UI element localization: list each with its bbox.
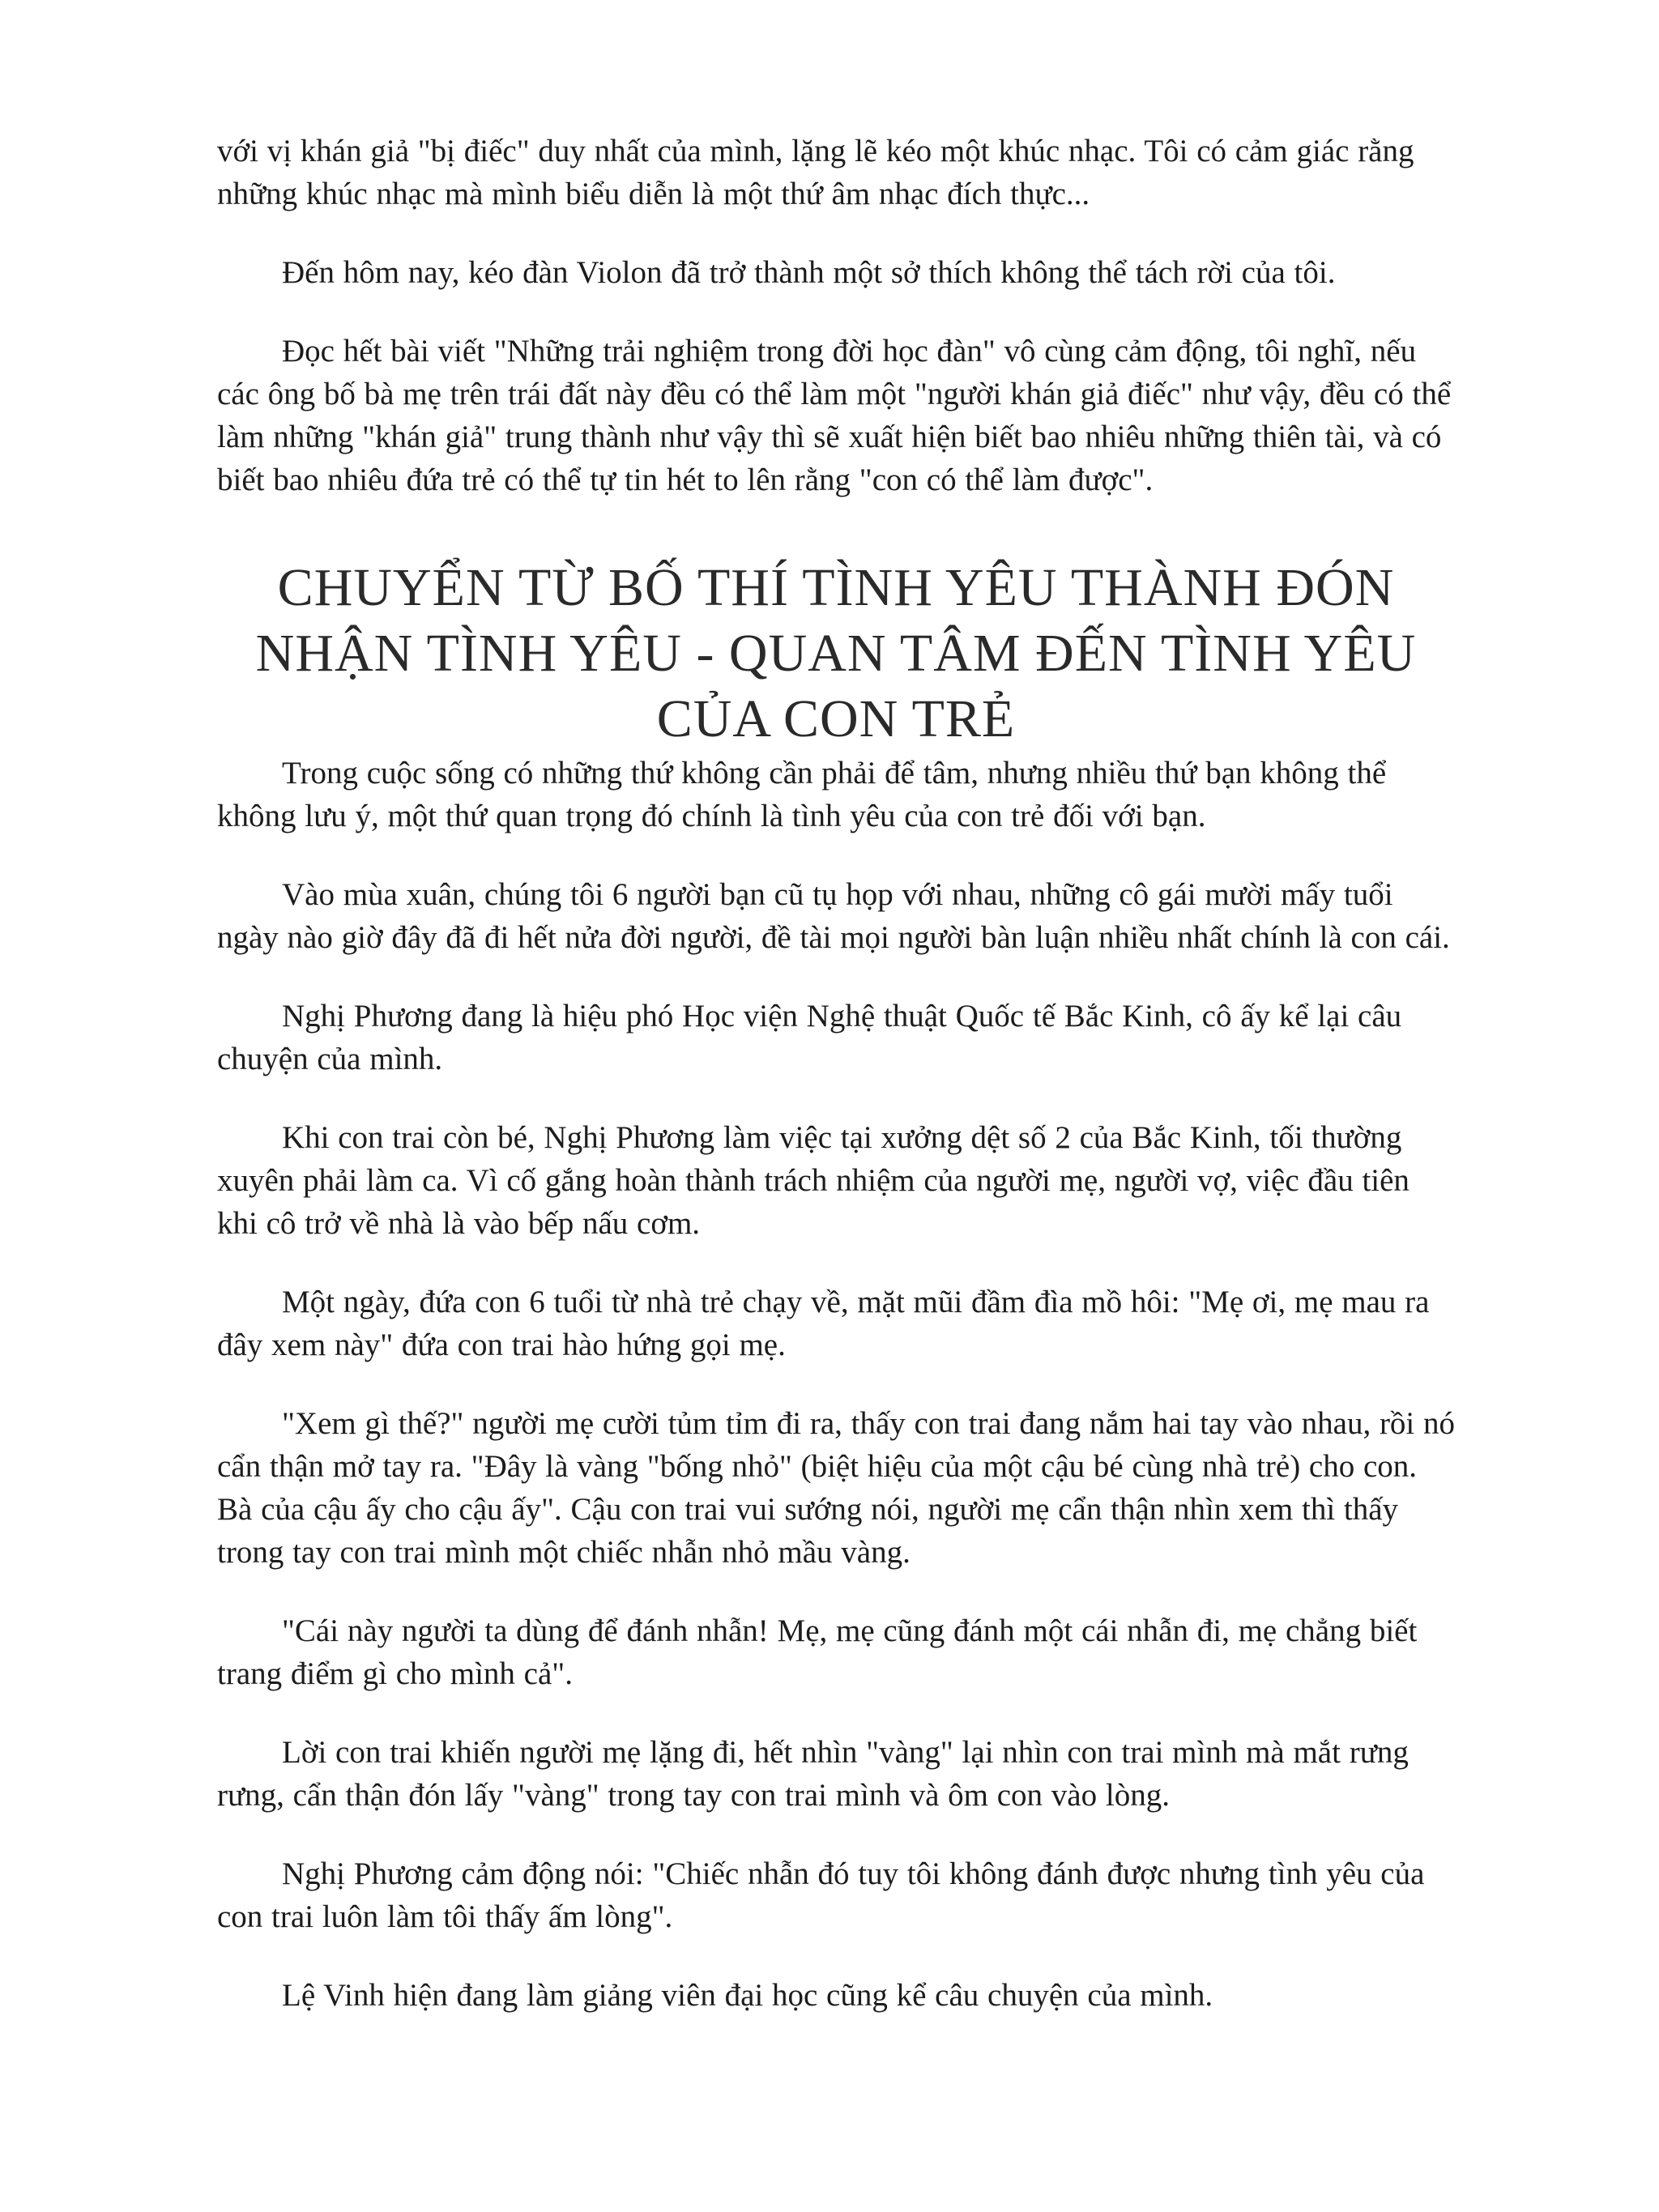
body-paragraph: Trong cuộc sống có những thứ không cần phải để tâm, nhưng nhiều thứ bạn không thể không lưu ý, một thứ quan trọng đó chính là tình yêu của con trẻ đối với bạn. (217, 756, 1387, 833)
body-paragraph: Nghị Phương cảm động nói: "Chiếc nhẫn đó tuy tôi không đánh được nhưng tình yêu của con trai luôn làm tôi thấy ấm lòng". (217, 1856, 1425, 1934)
body-paragraph: Khi con trai còn bé, Nghị Phương làm việc tại xưởng dệt số 2 của Bắc Kinh, tối thường xuyên phải làm ca. Vì cố gắng hoàn thành trách nhiệm của người mẹ, người vợ, việc đầu tiên khi cô trở về nhà là vào bếp nấu cơm. (217, 1120, 1410, 1241)
section-heading: CHUYỂN TỪ BỐ THÍ TÌNH YÊU THÀNH ĐÓN NHẬN TÌNH YÊU - QUAN TÂM ĐẾN TÌNH YÊU CỦA CON TRẺ (255, 558, 1417, 748)
intro-paragraph: với vị khán giả "bị điếc" duy nhất của mình, lặng lẽ kéo một khúc nhạc. Tôi có cảm giác rằng những khúc nhạc mà mình biểu diễn là một thứ âm nhạc đích thực... (217, 134, 1414, 211)
intro-paragraph: Đọc hết bài viết "Những trải nghiệm trong đời học đàn" vô cùng cảm động, tôi nghĩ, nếu các ông bố bà mẹ trên trái đất này đều có thể làm một "người khán giả điếc" như vậy, đều có thể làm những "khán giả" trung thành như vậy thì sẽ xuất hiện biết bao nhiêu những thiên tài, và có biết bao nhiêu đứa trẻ có thể tự tin hét to lên rằng "con có thể làm được". (217, 334, 1452, 497)
body-paragraph: Lời con trai khiến người mẹ lặng đi, hết nhìn "vàng" lại nhìn con trai mình mà mắt rưng rưng, cẩn thận đón lấy "vàng" trong tay con trai mình và ôm con vào lòng. (217, 1735, 1409, 1813)
body-paragraph: Vào mùa xuân, chúng tôi 6 người bạn cũ tụ họp với nhau, những cô gái mười mấy tuổi ngày nào giờ đây đã đi hết nửa đời người, đề tài mọi người bàn luận nhiều nhất chính là con cái. (217, 877, 1450, 955)
intro-paragraph: Đến hôm nay, kéo đàn Violon đã trở thành một sở thích không thể tách rời của tôi. (282, 255, 1336, 290)
body-paragraph: Một ngày, đứa con 6 tuổi từ nhà trẻ chạy về, mặt mũi đầm đìa mồ hôi: "Mẹ ơi, mẹ mau ra đây xem này" đứa con trai hào hứng gọi mẹ. (217, 1285, 1430, 1362)
body-paragraph: "Cái này người ta dùng để đánh nhẫn! Mẹ, mẹ cũng đánh một cái nhẫn đi, mẹ chẳng biết trang điểm gì cho mình cả". (217, 1613, 1418, 1691)
body-paragraph: "Xem gì thế?" người mẹ cười tủm tỉm đi ra, thấy con trai đang nắm hai tay vào nhau, rồi nó cẩn thận mở tay ra. "Đây là vàng "bống nhỏ" (biệt hiệu của một cậu bé cùng nhà trẻ) cho con. Bà của cậu ấy cho cậu ấy". Cậu con trai vui sướng nói, người mẹ cẩn thận nhìn xem thì thấy trong tay con trai mình một chiếc nhẫn nhỏ mầu vàng. (217, 1406, 1456, 1570)
body-paragraph: Nghị Phương đang là hiệu phó Học viện Nghệ thuật Quốc tế Bắc Kinh, cô ấy kể lại câu chuyện của mình. (217, 999, 1402, 1076)
document-page (217, 130, 1455, 2052)
body-paragraph: Lệ Vinh hiện đang làm giảng viên đại học cũng kể câu chuyện của mình. (282, 1978, 1213, 2013)
